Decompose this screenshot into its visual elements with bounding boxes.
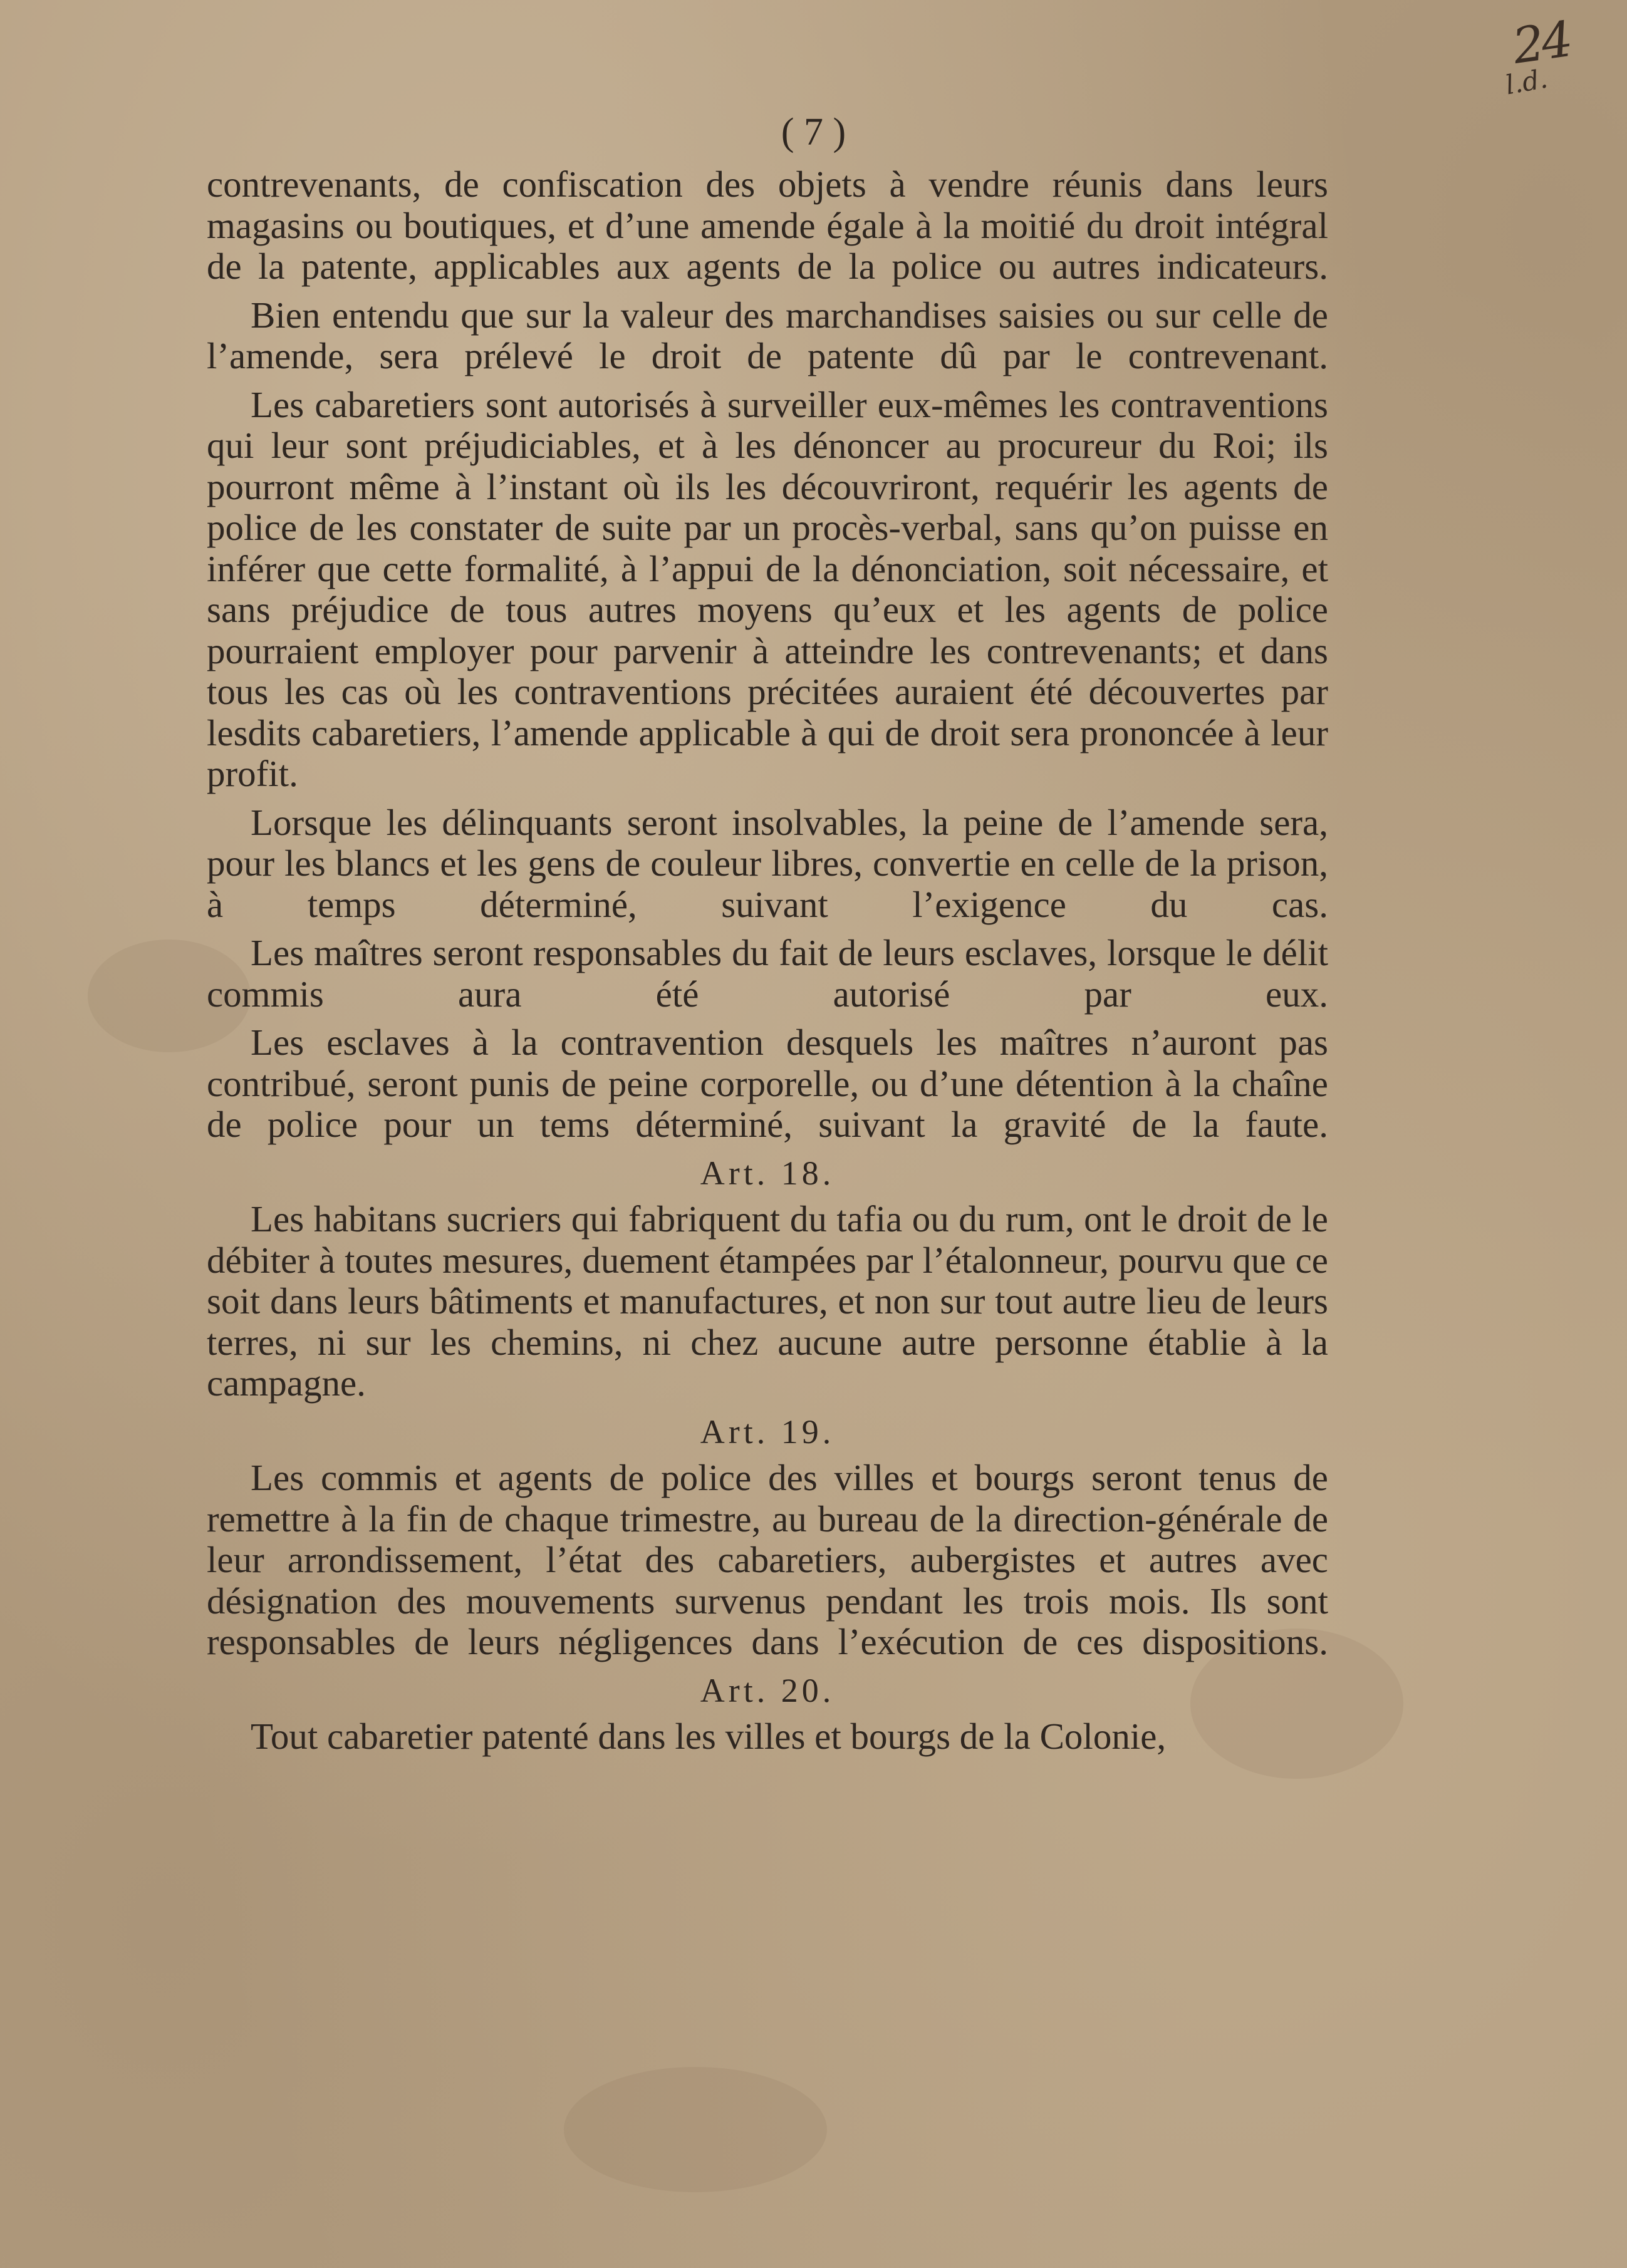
article-heading-18: Art. 18. [700, 1154, 835, 1192]
article-heading-19: Art. 19. [700, 1412, 835, 1451]
paragraph-cabaretier-patente: Tout cabaretier patenté dans les villes et bourgs de la Colonie, [251, 1716, 1167, 1757]
folio-number: 24 [1509, 11, 1574, 75]
article-heading-20: Art. 20. [700, 1671, 835, 1709]
paragraph-continuation: contrevenants, de confiscation des objets à vendre réunis dans leurs magasins ou boutiques, et d’une amende égale à la moitié du droit intégral de la patente, applicables aux agents de la police ou autres indicateurs. [207, 163, 1328, 287]
page-number: ( 7 ) [781, 111, 846, 153]
paragraph-bien-entendu: Bien entendu que sur la valeur des marchandises saisies ou sur celle de l’amende, sera prélevé le droit de patente dû par le contrevenant. [207, 294, 1328, 376]
paragraph-habitans-sucriers: Les habitans sucriers qui fabriquent du tafia ou du rum, ont le droit de le débiter à toutes mesures, duement étampées par l’étalonneur, pourvu que ce soit dans leurs bâtiments et manufactures, et non sur tout autre lieu de leurs terres, ni sur les chemins, ni chez aucune autre personne établie à la campagne. [207, 1198, 1328, 1404]
paragraph-cabaretiers: Les cabaretiers sont autorisés à surveiller eux-mêmes les contraventions qui leur sont préjudiciables, et à les dénoncer au procureur du Roi; ils pourront même à l’instant où ils les découvriront, requérir les agents de police de les constater de suite par un procès-verbal, sans qu’on puisse en inférer que cette formalité, à l’appui de la dénonciation, soit nécessaire, et sans préjudice de tous autres moyens qu’eux et les agents de police pourraient employer pour parvenir à atteindre les contrevenants; et dans tous les cas où les contraventions précitées auraient été découvertes par lesdits cabaretiers, l’amende applicable à qui de droit sera prononcée à leur profit. [207, 383, 1328, 794]
paragraph-esclaves: Les esclaves à la contravention desquels les maîtres n’auront pas contribué, seront punis de peine corporelle, ou d’une détention à la chaîne de police pour un tems déterminé, suivant la gravité de la faute. [207, 1022, 1328, 1145]
paragraph-maitres: Les maîtres seront responsables du fait de leurs esclaves, lorsque le délit commis aura été autorisé par eux. [207, 932, 1328, 1015]
folio-annotation: l.d. [1503, 63, 1550, 101]
handwritten-folio-mark [1500, 11, 1574, 105]
paper-stain [564, 2067, 827, 2192]
paragraph-commis-agents: Les commis et agents de police des villes et bourgs seront tenus de remettre à la fin de chaque trimestre, au bureau de la direction-générale de leur arrondissement, l’état des cabaretiers, aubergistes et autres avec désignation des mouvements survenus pendant les trois mois. Ils sont responsables de leurs négligences dans l’exécution de ces dispositions. [207, 1457, 1328, 1662]
body-text [207, 164, 1328, 1765]
paragraph-delinquants: Lorsque les délinquants seront insolvables, la peine de l’amende sera, pour les blancs et les gens de couleur libres, convertie en celle de la prison, à temps déterminé, suivant l’exigence du cas. [207, 801, 1328, 925]
